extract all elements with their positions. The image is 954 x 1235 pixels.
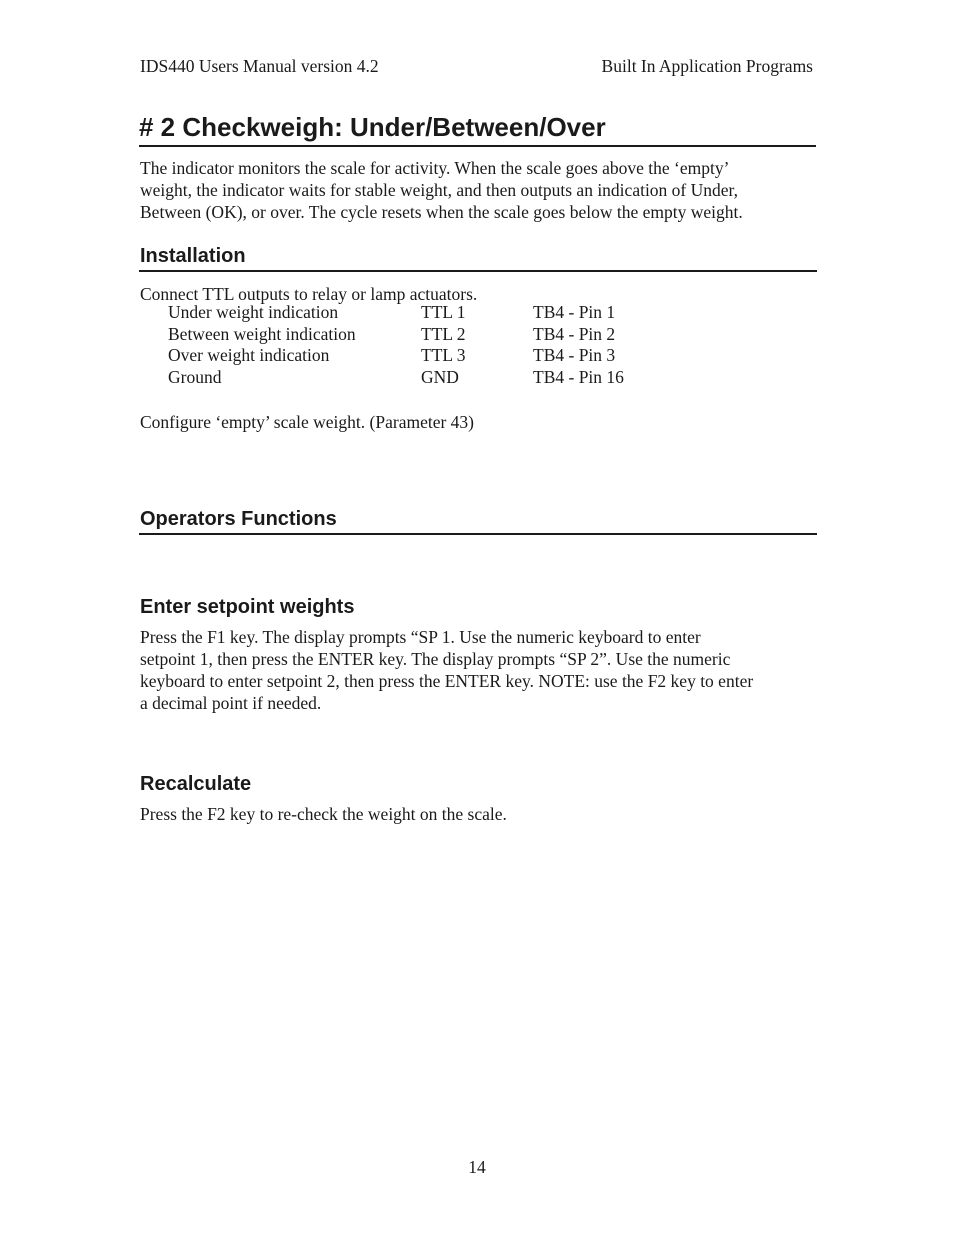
setpoint-heading: Enter setpoint weights [140,596,355,618]
connection-label: Between weight indication [168,323,356,344]
connection-pin: TB4 - Pin 3 [533,345,616,366]
setpoint-paragraph [140,626,816,714]
connection-signal: TTL 1 [421,302,466,322]
operators-heading: Operators Functions [139,507,817,535]
connection-pin: TB4 - Pin 16 [533,367,624,388]
recalculate-paragraph: Press the F2 key to re-check the weight on the scale. [140,804,507,824]
setpoint-line: setpoint 1, then press the ENTER key. The display prompts “SP 2”. Use the numeric [140,649,731,669]
connection-pin: TB4 - Pin 2 [533,323,616,344]
intro-paragraph [140,157,816,223]
intro-line: weight, the indicator waits for stable weight, and then outputs an indication of Under, [140,180,739,200]
connection-pin: TB4 - Pin 1 [533,302,616,322]
page-number: 14 [468,1157,486,1177]
connection-label: Under weight indication [168,302,339,322]
connection-signal: TTL 2 [421,323,466,344]
installation-heading: Installation [139,244,817,272]
table-row [168,302,624,324]
table-row [168,367,624,389]
running-header-title: IDS440 Users Manual version 4.2 [140,56,379,76]
connection-label: Over weight indication [168,345,330,366]
recalculate-heading: Recalculate [140,773,252,795]
setpoint-line: keyboard to enter setpoint 2, then press the ENTER key. NOTE: use the F2 key to enter [140,671,754,691]
setpoint-line: a decimal point if needed. [140,693,322,713]
setpoint-line: Press the F1 key. The display prompts “SP 1. Use the numeric keyboard to enter [140,627,701,647]
running-header-section: Built In Application Programs [601,56,813,76]
table-row [168,324,624,346]
intro-line: The indicator monitors the scale for activity. When the scale goes above the ‘empty’ [140,158,730,178]
connection-signal: GND [421,367,459,388]
table-row [168,345,624,367]
configure-note: Configure ‘empty’ scale weight. (Parameter 43) [140,412,474,432]
connection-signal: TTL 3 [421,345,466,366]
intro-line: Between (OK), or over. The cycle resets when the scale goes below the empty weight. [140,202,743,222]
page-title: # 2 Checkweigh: Under/Between/Over [139,111,816,147]
connection-label: Ground [168,367,222,388]
connection-table [168,302,624,389]
installation-lead: Connect TTL outputs to relay or lamp actuators. [140,284,478,304]
